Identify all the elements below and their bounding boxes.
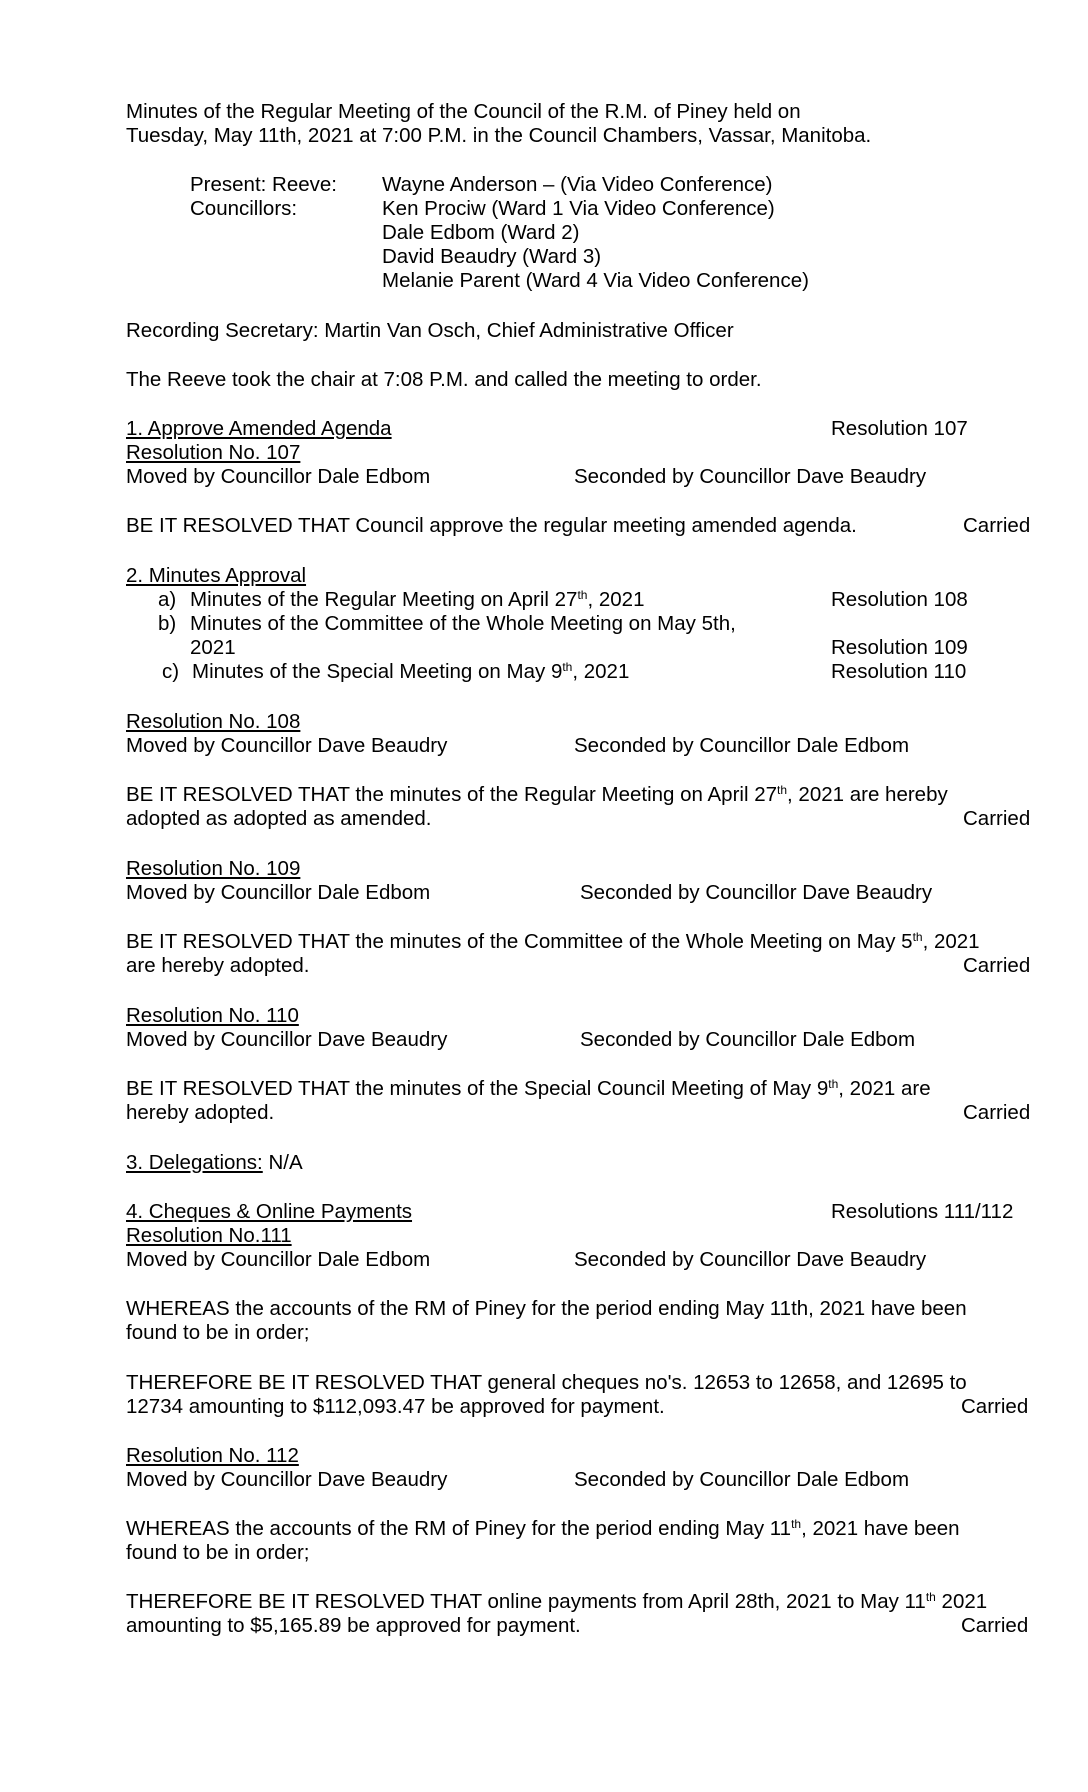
resolution-109-status: Carried: [963, 954, 1031, 977]
item-a-ref: Resolution 108: [831, 588, 968, 611]
item-b-text-line-1: Minutes of the Committee of the Whole Meeting on May 5th,: [190, 612, 736, 635]
councillor-4: Melanie Parent (Ward 4 Via Video Conference): [382, 269, 809, 292]
resolution-108-moved: Moved by Councillor Dave Beaudry: [126, 734, 448, 757]
resolution-108-text-line-1: BE IT RESOLVED THAT the minutes of the Regular Meeting on April 27th, 2021 are hereby: [126, 783, 948, 806]
resolution-112-therefore-line-1: THEREFORE BE IT RESOLVED THAT online payments from April 28th, 2021 to May 11th 2021: [126, 1590, 988, 1613]
resolution-110-text-line-2: hereby adopted.: [126, 1101, 275, 1124]
item-a-letter: a): [158, 588, 177, 611]
resolution-108-label: Resolution No. 108: [126, 710, 301, 733]
resolution-112-moved: Moved by Councillor Dave Beaudry: [126, 1468, 448, 1491]
section-3-heading: 3. Delegations:: [126, 1151, 263, 1174]
header-line-1: Minutes of the Regular Meeting of the Council of the R.M. of Piney held on: [126, 100, 801, 123]
resolution-107-seconded: Seconded by Councillor Dave Beaudry: [574, 465, 927, 488]
resolution-111-status: Carried: [961, 1395, 1029, 1418]
resolution-108-status: Carried: [963, 807, 1031, 830]
resolution-109-text-line-2: are hereby adopted.: [126, 954, 310, 977]
section-3: [126, 1151, 303, 1175]
resolution-110-label: Resolution No. 110: [126, 1004, 299, 1027]
resolution-107-text: BE IT RESOLVED THAT Council approve the regular meeting amended agenda.: [126, 514, 857, 537]
section-2-heading: 2. Minutes Approval: [126, 564, 307, 587]
resolution-111-moved: Moved by Councillor Dale Edbom: [126, 1248, 431, 1271]
resolution-112-seconded: Seconded by Councillor Dale Edbom: [574, 1468, 910, 1491]
recording-secretary: Recording Secretary: Martin Van Osch, Chief Administrative Officer: [126, 319, 734, 342]
resolution-109-text-line-1: BE IT RESOLVED THAT the minutes of the Committee of the Whole Meeting on May 5th, 2021: [126, 930, 980, 953]
resolution-109-seconded: Seconded by Councillor Dave Beaudry: [580, 881, 933, 904]
resolution-108-seconded: Seconded by Councillor Dale Edbom: [574, 734, 910, 757]
resolution-107-label: Resolution No. 107: [126, 441, 301, 464]
section-1-resolution-ref: Resolution 107: [831, 417, 968, 440]
resolution-111-therefore-line-1: THEREFORE BE IT RESOLVED THAT general cheques no's. 12653 to 12658, and 12695 to: [126, 1371, 967, 1394]
councillor-3: David Beaudry (Ward 3): [382, 245, 602, 268]
section-4-heading: 4. Cheques & Online Payments: [126, 1200, 413, 1223]
resolution-110-seconded: Seconded by Councillor Dale Edbom: [580, 1028, 916, 1051]
item-b-letter: b): [158, 612, 177, 635]
resolution-107-moved: Moved by Councillor Dale Edbom: [126, 465, 431, 488]
reeve-name: Wayne Anderson – (Via Video Conference): [382, 173, 773, 196]
resolution-112-status: Carried: [961, 1614, 1029, 1637]
item-b-ref: Resolution 109: [831, 636, 968, 659]
reeve-label: Present: Reeve:: [190, 173, 337, 196]
section-4-resolution-ref: Resolutions 111/112: [831, 1200, 1014, 1223]
item-c-ref: Resolution 110: [831, 660, 967, 683]
councillor-1: Ken Prociw (Ward 1 Via Video Conference): [382, 197, 775, 220]
section-3-value: N/A: [268, 1151, 303, 1174]
resolution-112-label: Resolution No. 112: [126, 1444, 299, 1467]
resolution-111-whereas-line-2: found to be in order;: [126, 1321, 310, 1344]
item-c-letter: c): [162, 660, 180, 683]
resolution-110-status: Carried: [963, 1101, 1031, 1124]
section-1-heading: 1. Approve Amended Agenda: [126, 417, 392, 440]
item-c-text: Minutes of the Special Meeting on May 9th, 2021: [192, 660, 630, 683]
resolution-107-status: Carried: [963, 514, 1031, 537]
resolution-111-whereas-line-1: WHEREAS the accounts of the RM of Piney for the period ending May 11th, 2021 have been: [126, 1297, 967, 1320]
councillor-2: Dale Edbom (Ward 2): [382, 221, 580, 244]
resolution-109-label: Resolution No. 109: [126, 857, 301, 880]
resolution-111-label: Resolution No.111: [126, 1224, 292, 1247]
call-to-order: The Reeve took the chair at 7:08 P.M. and called the meeting to order.: [126, 368, 762, 391]
item-a-text: Minutes of the Regular Meeting on April 27th, 2021: [190, 588, 645, 611]
header-line-2: Tuesday, May 11th, 2021 at 7:00 P.M. in the Council Chambers, Vassar, Manitoba.: [126, 124, 872, 147]
resolution-110-text-line-1: BE IT RESOLVED THAT the minutes of the Special Council Meeting of May 9th, 2021 are: [126, 1077, 931, 1100]
resolution-111-seconded: Seconded by Councillor Dave Beaudry: [574, 1248, 927, 1271]
item-b-text-line-2: 2021: [190, 636, 236, 659]
resolution-112-therefore-line-2: amounting to $5,165.89 be approved for payment.: [126, 1614, 581, 1637]
resolution-110-moved: Moved by Councillor Dave Beaudry: [126, 1028, 448, 1051]
resolution-109-moved: Moved by Councillor Dale Edbom: [126, 881, 431, 904]
resolution-111-therefore-line-2: 12734 amounting to $112,093.47 be approved for payment.: [126, 1395, 665, 1418]
resolution-108-text-line-2: adopted as adopted as amended.: [126, 807, 432, 830]
councillors-label: Councillors:: [190, 197, 298, 220]
resolution-112-whereas-line-1: WHEREAS the accounts of the RM of Piney for the period ending May 11th, 2021 have been: [126, 1517, 960, 1540]
resolution-112-whereas-line-2: found to be in order;: [126, 1541, 310, 1564]
